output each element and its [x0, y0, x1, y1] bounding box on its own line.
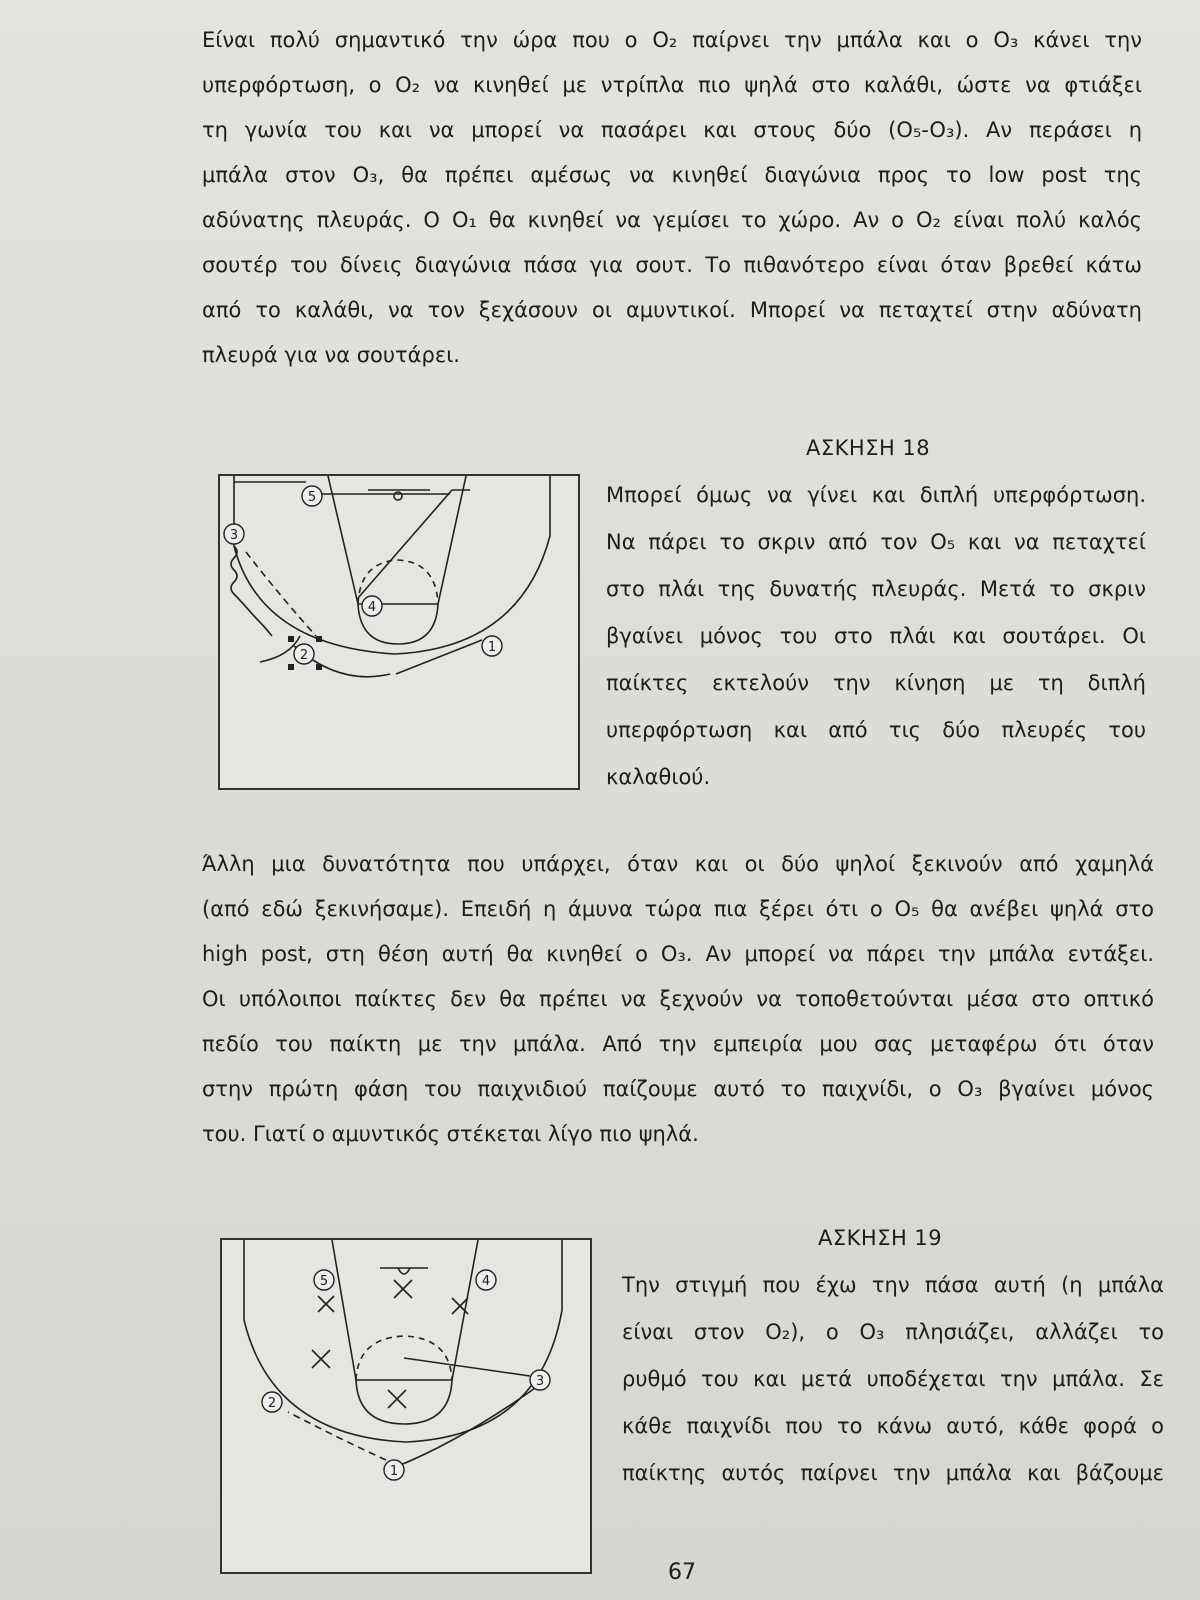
player-2-marker — [262, 1392, 282, 1412]
player-3-marker — [530, 1370, 550, 1390]
exercise-18-text — [606, 472, 1146, 801]
screen-line — [358, 490, 452, 598]
exercise-18-line: Να πάρει το σκριν από τον O₅ και να πεταχτεί — [606, 530, 1146, 554]
paragraph-2-line: Οι υπόλοιποι παίκτες δεν θα πρέπει να ξεχνούν να τοποθετούνται μέσα στο οπτικό — [202, 987, 1154, 1011]
paragraph-1-line: υπερφόρτωση, ο O₂ να κινηθεί με ντρίπλα πιο ψηλά στο καλάθι, ώστε να φτιάξει — [202, 73, 1142, 97]
player-1-marker — [384, 1460, 404, 1480]
paragraph-2-line: high post, στη θέση αυτή θα κινηθεί ο O₃. Αν μπορεί να πάρει την μπάλα εντάξει. — [202, 942, 1154, 966]
svg-text:4: 4 — [367, 600, 377, 615]
defender-marks — [312, 1280, 468, 1408]
exercise-18-line: καλαθιού. — [606, 765, 711, 789]
free-throw-circle — [356, 1380, 452, 1424]
player-4-marker — [476, 1270, 496, 1290]
paragraph-1-line: αδύνατης πλευράς. Ο O₁ θα κινηθεί να γεμίσει το χώρο. Αν ο O₂ είναι πολύ καλός — [202, 208, 1142, 232]
exercise-19-line: είναι στον O₂), ο O₃ πλησιάζει, αλλάζει το — [622, 1320, 1164, 1344]
exercise-18-diagram — [218, 474, 580, 790]
three-point-line — [244, 1240, 562, 1442]
svg-text:2: 2 — [299, 648, 309, 663]
paragraph-2-line: (από εδώ ξεκινήσαμε). Επειδή η άμυνα τώρα πια ξέρει ότι ο O₅ θα ανέβει ψηλά στο — [202, 897, 1154, 921]
exercise-19-line: ρυθμό του και μετά υποδέχεται την μπάλα. Σε — [622, 1367, 1164, 1391]
paragraph-1-line: πλευρά για να σουτάρει. — [202, 343, 460, 367]
exercise-19-line: κάθε παιχνίδι που το κάνω αυτό, κάθε φορά ο — [622, 1414, 1164, 1438]
exercise-19-line: Την στιγμή που έχω την πάσα αυτή (η μπάλα — [622, 1273, 1164, 1297]
cut-arrow — [398, 1386, 538, 1466]
exercise-19-diagram — [220, 1238, 592, 1574]
dashed-move — [288, 1412, 386, 1460]
player-5-marker — [314, 1270, 334, 1290]
paragraph-2-line: πεδίο του παίκτη με την μπάλα. Από την εμπειρία μου σας μεταφέρω ότι όταν — [202, 1032, 1154, 1056]
svg-text:4: 4 — [481, 1274, 491, 1289]
paragraph-1-line: Είναι πολύ σημαντικό την ώρα που ο O₂ παίρνει την μπάλα και ο O₃ κάνει την — [202, 28, 1142, 52]
exercise-19-text — [622, 1262, 1164, 1497]
paragraph-1-line: σουτέρ του δίνεις διαγώνια πάσα για σουτ. Το πιθανότερο είναι όταν βρεθεί κάτω — [202, 253, 1142, 277]
hoop — [398, 1268, 410, 1274]
court-diagram-19 — [222, 1240, 590, 1572]
paragraph-2-line: του. Γιατί ο αμυντικός στέκεται λίγο πιο ψηλά. — [202, 1122, 699, 1146]
player-1-marker — [482, 636, 502, 656]
paragraph-1-line: τη γωνία του και να μπορεί να πασάρει και στους δύο (O₅-O₃). Αν περάσει η — [202, 118, 1142, 142]
exercise-18-line: βγαίνει μόνος του στο πλάι και σουτάρει. Οι — [606, 624, 1146, 648]
exercise-18-title: ΑΣΚΗΣΗ 18 — [806, 436, 931, 460]
player-4-marker — [362, 596, 382, 616]
court-diagram-18 — [220, 476, 578, 788]
pass-arrow — [404, 1358, 530, 1376]
three-point-line — [234, 476, 550, 654]
player-5-marker — [302, 486, 322, 506]
svg-text:5: 5 — [307, 490, 317, 505]
exercise-18-line: στο πλάι της δυνατής πλευράς. Μετά το σκριν — [606, 577, 1146, 601]
paragraph-2-line: Άλλη μια δυνατότητα που υπάρχει, όταν και οι δύο ψηλοί ξεκινούν από χαμηλά — [202, 852, 1154, 876]
exercise-18-line: παίκτες εκτελούν την κίνηση με τη διπλή — [606, 671, 1146, 695]
paragraph-1-line: μπάλα στον O₃, θα πρέπει αμέσως να κινηθεί διαγώνια προς το low post της — [202, 163, 1142, 187]
svg-text:5: 5 — [319, 1274, 329, 1289]
svg-text:1: 1 — [389, 1464, 399, 1479]
svg-text:2: 2 — [267, 1396, 277, 1411]
paragraph-1 — [202, 18, 1142, 378]
paragraph-2-line: στην πρώτη φάση του παιχνιδιού παίζουμε αυτό το παιχνίδι, ο O₃ βγαίνει μόνος — [202, 1077, 1154, 1101]
svg-text:3: 3 — [229, 528, 239, 543]
svg-text:1: 1 — [487, 640, 497, 655]
paragraph-2 — [202, 842, 1154, 1157]
page-number: 67 — [668, 1560, 696, 1585]
svg-text:3: 3 — [535, 1374, 545, 1389]
player-3-marker — [224, 524, 244, 544]
exercise-18-line: υπερφόρτωση και από τις δύο πλευρές του — [606, 718, 1146, 742]
exercise-19-line: παίκτης αυτός παίρνει την μπάλα και βάζουμε — [622, 1461, 1164, 1485]
exercise-19-title: ΑΣΚΗΣΗ 19 — [818, 1226, 943, 1250]
player-2-marker — [294, 644, 314, 664]
exercise-18-line: Μπορεί όμως να γίνει και διπλή υπερφόρτωση. — [606, 483, 1146, 507]
paragraph-1-line: από το καλάθι, να τον ξεχάσουν οι αμυντικοί. Μπορεί να πεταχτεί στην αδύνατη — [202, 298, 1142, 322]
cut-arrow — [396, 640, 482, 674]
free-throw-lane — [328, 476, 466, 604]
dribble-path — [231, 546, 272, 636]
